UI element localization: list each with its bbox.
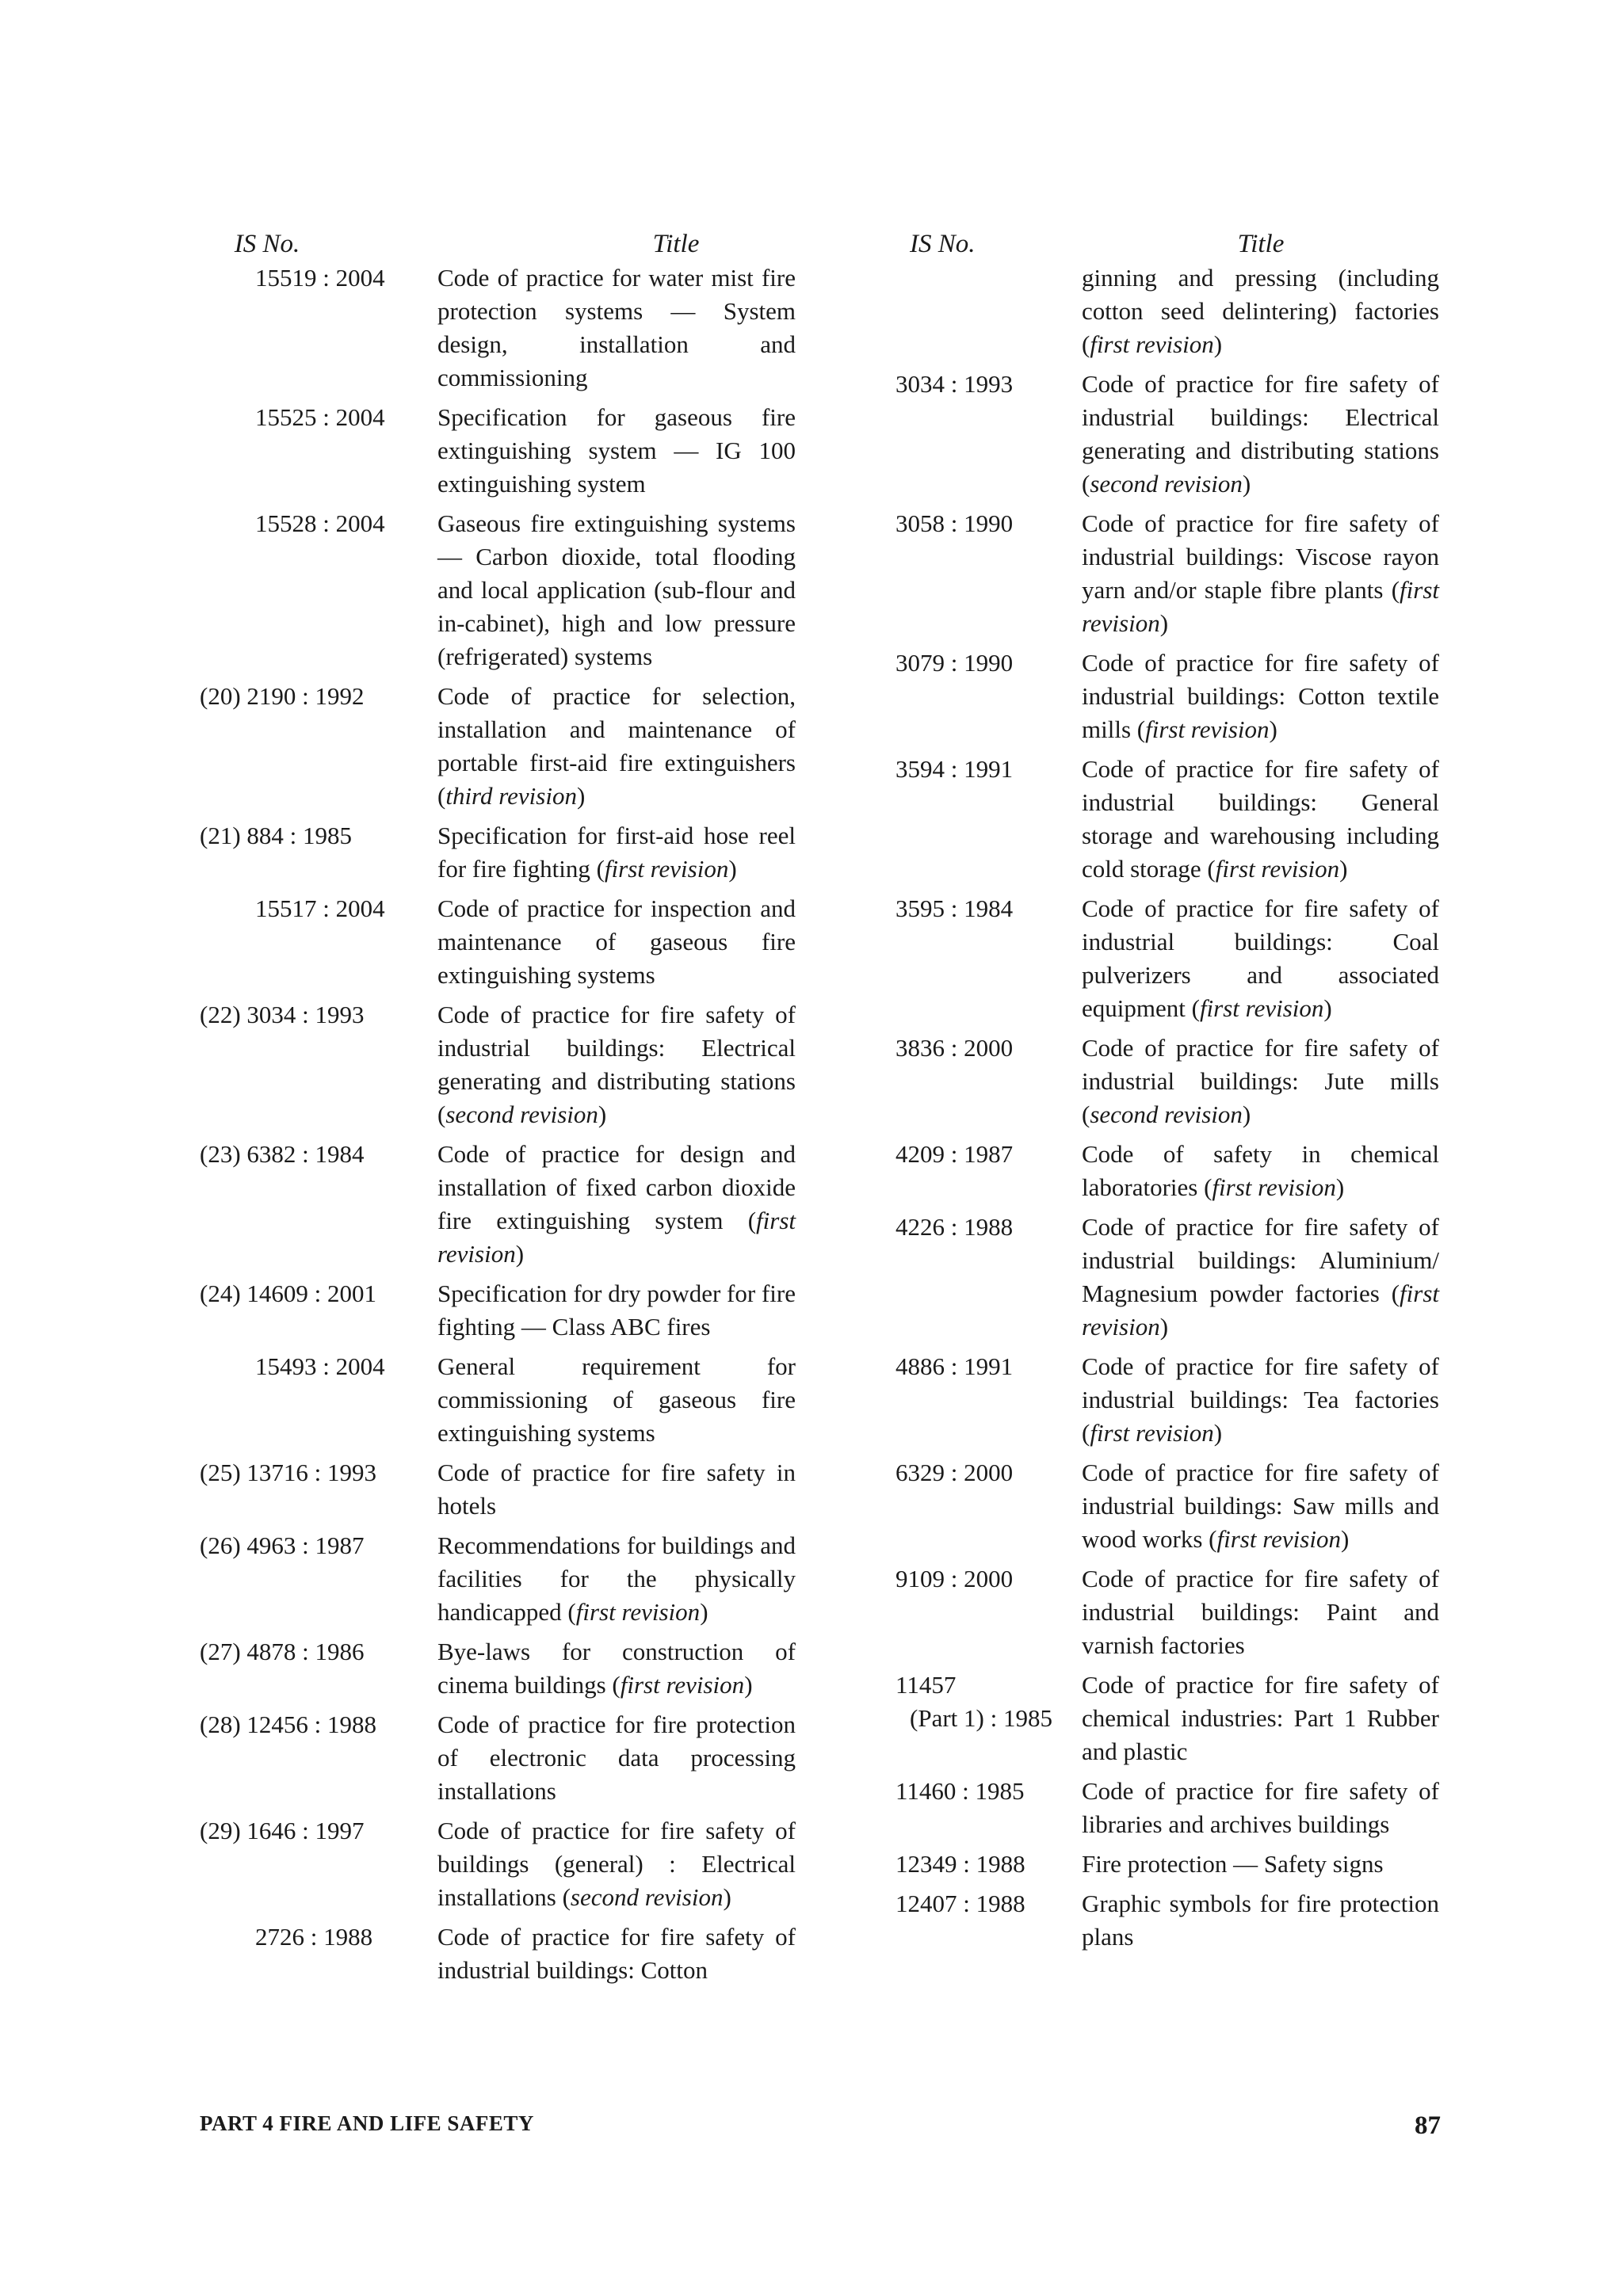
is-number [200,819,437,886]
standard-title-text: Code of practice for selection, installation and maintenance of portable first-aid fire extinguishers ( [437,682,796,810]
closing-paren: ) [1323,994,1332,1022]
is-number-text: 12349 : 1988 [896,1850,1025,1878]
is-number [200,1920,437,1987]
standard-title-text: Code of practice for fire safety of industrial buildings: Cotton textile mills ( [1082,649,1439,743]
is-number-text: (27) 4878 : 1986 [200,1638,365,1665]
revision-note: first revision [1090,330,1214,358]
is-number [200,1708,437,1808]
closing-paren: ) [744,1671,753,1699]
is-number [200,1814,437,1914]
is-number [200,1350,437,1450]
is-number-text: (28) 12456 : 1988 [200,1711,377,1738]
is-number [200,680,437,813]
revision-note: first revision [1082,1280,1439,1341]
right-standards-list [896,261,1439,1954]
page-number: 87 [1415,2111,1441,2140]
standard-entry [200,892,796,992]
is-number [896,1138,1082,1204]
is-number [200,507,437,673]
is-number [896,1669,1082,1768]
closing-paren: ) [576,782,586,810]
standard-title [437,1138,796,1271]
standard-title [1082,1456,1439,1556]
standard-title-text: Gaseous fire extinguishing systems — Carbon dioxide, total flooding and local application (sub-flour and in-cabinet), high and low pressure (refrigerated) systems [437,509,796,670]
standard-title [437,1277,796,1344]
standard-title [1082,261,1439,361]
standard-entry [896,1775,1439,1841]
revision-note: first revision [575,1598,701,1626]
standard-title-text: Code of practice for fire safety in hotels [437,1459,796,1520]
standard-title [437,1708,796,1808]
standard-entry [896,892,1439,1025]
revision-note: first revision [1215,855,1340,883]
standard-title-text: Code of practice for fire safety of industrial buildings: Cotton [437,1923,796,1984]
is-number [200,1529,437,1629]
is-number-text: (20) 2190 : 1992 [200,682,365,710]
closing-paren: ) [1242,470,1251,498]
is-number-text: 3594 : 1991 [896,755,1014,783]
is-number [896,1032,1082,1131]
standard-title [1082,1887,1439,1954]
standard-title-text: Specification for gaseous fire extinguishing system — IG 100 extinguishing system [437,403,796,498]
footer-section-title: PART 4 FIRE AND LIFE SAFETY [200,2111,534,2135]
is-number [896,1775,1082,1841]
is-number-text: 3595 : 1984 [896,894,1014,922]
is-number [896,1350,1082,1450]
standard-title [437,892,796,992]
standard-title [437,507,796,673]
standard-title [1082,1032,1439,1131]
is-number [200,892,437,992]
is-number-text: 11457 [896,1671,957,1699]
standard-entry [896,261,1439,361]
standard-title-text: Code of practice for fire safety of chemical industries: Part 1 Rubber and plastic [1082,1671,1439,1765]
revision-note: second revision [445,1100,598,1128]
standard-title-text: Graphic symbols for fire protection plans [1082,1890,1439,1951]
standard-title-text: Code of practice for inspection and maintenance of gaseous fire extinguishing systems [437,894,796,989]
standard-title-text: Code of practice for fire safety of buildings (general) : Electrical installations ( [437,1817,796,1911]
closing-paren: ) [1340,1525,1350,1553]
standard-title-text: Fire protection — Safety signs [1082,1850,1384,1878]
standard-entry [896,1138,1439,1204]
standard-entry [896,1032,1439,1131]
standard-title [437,1920,796,1987]
standard-title-text: Code of practice for design and installation of fixed carbon dioxide fire extinguishing system ( [437,1140,796,1234]
standard-title-text: Code of practice for fire protection of electronic data processing installations [437,1711,796,1805]
standard-entry [200,1814,796,1914]
is-number [896,1562,1082,1662]
is-number [896,1211,1082,1344]
revision-note: second revision [1090,1100,1243,1128]
is-number-text: 3034 : 1993 [896,370,1014,398]
revision-note: first revision [604,855,729,883]
is-no-heading: IS No. [234,230,300,258]
standard-entry [200,680,796,813]
standard-title [437,1529,796,1629]
is-number-text: 15493 : 2004 [255,1352,385,1380]
standard-title [1082,1775,1439,1841]
standard-entry [200,1920,796,1987]
standard-entry [896,507,1439,640]
standard-entry [200,819,796,886]
standard-entry [200,1529,796,1629]
is-number-text: 4886 : 1991 [896,1352,1014,1380]
standard-title [437,1635,796,1702]
standard-title [437,680,796,813]
closing-paren: ) [1339,855,1348,883]
revision-note: first revision [1082,576,1439,637]
is-number [200,1635,437,1702]
standard-title [1082,1350,1439,1450]
left-column [200,230,796,1993]
closing-paren: ) [1213,330,1223,358]
standard-title-text: General requirement for commissioning of gaseous fire extinguishing systems [437,1352,796,1447]
standard-title [1082,1562,1439,1662]
standard-title-text: Code of practice for fire safety of industrial buildings: Aluminium/ Magnesium powder factories ( [1082,1213,1439,1307]
standard-entry [896,1350,1439,1450]
is-number [200,261,437,395]
standard-title-text: Code of practice for fire safety of industrial buildings: Coal pulverizers and associated equipment ( [1082,894,1439,1022]
standard-title-text: Code of practice for fire safety of libraries and archives buildings [1082,1777,1439,1838]
is-number [896,892,1082,1025]
is-number-text: 3058 : 1990 [896,509,1014,537]
revision-note: first revision [1145,715,1270,743]
is-number-text: 11460 : 1985 [896,1777,1025,1805]
standard-title [1082,1669,1439,1768]
standard-entry [200,1350,796,1450]
right-column-header [896,230,1439,261]
is-number [200,1277,437,1344]
revision-note: first revision [620,1671,745,1699]
standard-title [437,998,796,1131]
standard-title [1082,753,1439,886]
revision-note: third revision [445,782,577,810]
closing-paren: ) [728,855,737,883]
standard-title-text: Code of practice for fire safety of industrial buildings: Tea factories ( [1082,1352,1439,1447]
standard-entry [896,1887,1439,1954]
left-standards-list [200,261,796,1987]
standard-entry [200,1138,796,1271]
standard-title [437,819,796,886]
standard-title-text: Code of practice for fire safety of industrial buildings: Saw mills and wood works ( [1082,1459,1439,1553]
is-number-text: (22) 3034 : 1993 [200,1001,365,1028]
standard-entry [200,507,796,673]
standard-title-text: Code of safety in chemical laboratories ( [1082,1140,1439,1201]
title-heading: Title [1237,230,1285,258]
closing-paren: ) [1335,1173,1345,1201]
is-number-text: 12407 : 1988 [896,1890,1025,1917]
standard-title-text: Code of practice for water mist fire protection systems — System design, installation and commissioning [437,264,796,391]
standard-title [1082,892,1439,1025]
is-number [896,261,1082,361]
is-number [200,1138,437,1271]
standard-title-text: ginning and pressing (including cotton seed delintering) factories ( [1082,264,1439,358]
standard-entry [896,368,1439,501]
is-number-text: 3836 : 2000 [896,1034,1014,1062]
is-number-part: (Part 1) : 1985 [910,1704,1052,1732]
right-column [896,230,1439,1960]
standard-entry [896,1456,1439,1556]
is-number-text: (26) 4963 : 1987 [200,1531,365,1559]
standard-title-text: Code of practice for fire safety of industrial buildings: Paint and varnish factories [1082,1565,1439,1659]
revision-note: first revision [1212,1173,1336,1201]
is-number-text: 15517 : 2004 [255,894,385,922]
is-number-text: (29) 1646 : 1997 [200,1817,365,1844]
is-number-text: (23) 6382 : 1984 [200,1140,365,1168]
standard-title [437,261,796,395]
is-number [200,401,437,501]
standard-entry [200,261,796,395]
standard-title [437,1456,796,1523]
standard-title-text: Bye-laws for construction of cinema buildings ( [437,1638,796,1699]
standard-title [437,401,796,501]
revision-note: first revision [1199,994,1324,1022]
closing-paren: ) [598,1100,607,1128]
left-column-header [200,230,796,261]
is-number-text: 2726 : 1988 [255,1923,373,1951]
is-number-text: (21) 884 : 1985 [200,822,353,849]
is-number-text: (24) 14609 : 2001 [200,1280,377,1307]
closing-paren: ) [1159,609,1169,637]
revision-note: first revision [1216,1525,1341,1553]
is-number [896,368,1082,501]
standard-entry [200,998,796,1131]
standard-entry [200,1635,796,1702]
is-number-text: 9109 : 2000 [896,1565,1014,1592]
is-number [896,646,1082,746]
is-number [896,1887,1082,1954]
is-number [896,753,1082,886]
is-number [200,1456,437,1523]
is-number-text: 4226 : 1988 [896,1213,1014,1241]
revision-note: second revision [570,1883,724,1911]
is-number [896,1848,1082,1881]
standard-title-text: Code of practice for fire safety of industrial buildings: Jute mills ( [1082,1034,1439,1128]
standard-title [1082,646,1439,746]
standard-title-text: Code of practice for fire safety of industrial buildings: General storage and warehousing including cold storage ( [1082,755,1439,883]
standard-title-text: Code of practice for fire safety of industrial buildings: Electrical generating and distributing stations ( [437,1001,796,1128]
revision-note: second revision [1090,470,1243,498]
is-number-text: 6329 : 2000 [896,1459,1014,1486]
standard-entry [896,1669,1439,1768]
standard-title [1082,1848,1439,1881]
standard-title [1082,1138,1439,1204]
standard-entry [896,753,1439,886]
standard-title [1082,368,1439,501]
is-number [896,1456,1082,1556]
standard-entry [200,1708,796,1808]
is-number [896,507,1082,640]
is-number-text: 4209 : 1987 [896,1140,1014,1168]
is-number [200,998,437,1131]
revision-note: first revision [437,1207,796,1268]
revision-note: first revision [1090,1419,1214,1447]
closing-paren: ) [723,1883,731,1911]
standard-title [437,1350,796,1450]
standard-entry [896,646,1439,746]
standard-title-text: Specification for first-aid hose reel for fire fighting ( [437,822,796,883]
standard-title-text: Specification for dry powder for fire fighting — Class ABC fires [437,1280,796,1341]
standard-title [437,1814,796,1914]
title-heading: Title [652,230,700,258]
closing-paren: ) [700,1598,708,1626]
standard-title-text: Recommendations for buildings and facilities for the physically handicapped ( [437,1531,796,1626]
standard-title-text: Code of practice for fire safety of industrial buildings: Viscose rayon yarn and/or staple fibre plants ( [1082,509,1439,604]
standard-entry [896,1848,1439,1881]
closing-paren: ) [515,1240,525,1268]
is-number-text: 3079 : 1990 [896,649,1014,677]
closing-paren: ) [1213,1419,1223,1447]
closing-paren: ) [1242,1100,1251,1128]
standard-title [1082,1211,1439,1344]
is-no-heading: IS No. [910,230,976,258]
standard-entry [200,401,796,501]
is-number-text: 15528 : 2004 [255,509,385,537]
standard-title-text: Code of practice for fire safety of industrial buildings: Electrical generating and distributing stations ( [1082,370,1439,498]
standard-entry [200,1277,796,1344]
is-number-text: 15519 : 2004 [255,264,385,292]
standard-entry [896,1211,1439,1344]
standard-title [1082,507,1439,640]
is-number-text: (25) 13716 : 1993 [200,1459,377,1486]
closing-paren: ) [1269,715,1277,743]
is-number-text: 15525 : 2004 [255,403,385,431]
standard-entry [896,1562,1439,1662]
closing-paren: ) [1159,1313,1169,1341]
standard-entry [200,1456,796,1523]
